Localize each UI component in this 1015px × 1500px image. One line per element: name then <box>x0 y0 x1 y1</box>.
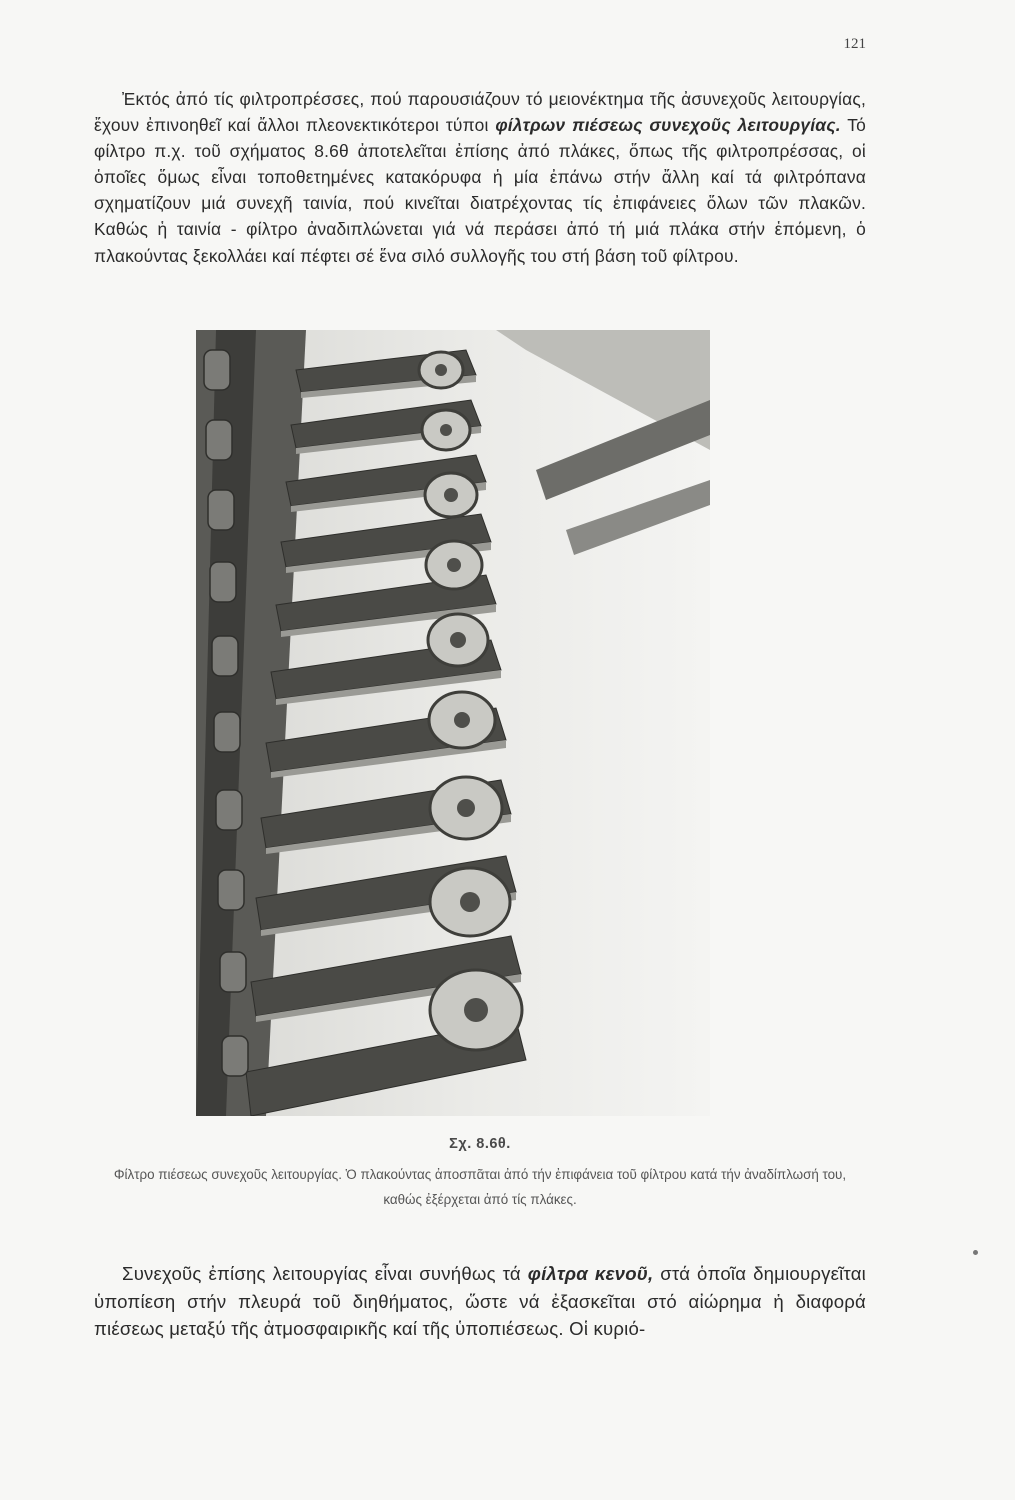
paragraph-2-emphasis: φίλτρα κενοῦ, <box>527 1263 654 1284</box>
page-number: 121 <box>843 36 866 52</box>
paragraph-1-text-start: Ἐκτός ἀπό τίς φιλτροπρέσσες, πού παρουσιάζουν τό μειονέκτημα τῆς ἀσυνεχοῦς λειτουργίας, ἔχουν ἐπινοηθεῖ καί ἄλλοι πλεονεκτικότεροι τύποι <box>94 89 866 136</box>
figure-photo <box>196 330 710 1116</box>
body-paragraph-2 <box>94 1260 866 1343</box>
figure-caption: Φίλτρο πιέσεως συνεχοῦς λειτουργίας. Ὁ πλακούντας ἀποσπᾶται ἀπό τήν ἐπιφάνεια τοῦ φίλτρου κατά τήν ἀναδίπλωσή του, καθώς ἐξέρχεται ἀπό τίς πλάκες. <box>113 1167 847 1207</box>
filter-photo-illustration <box>196 330 710 1116</box>
figure-label: Σχ. 8.6θ. <box>449 1136 511 1152</box>
paragraph-1-emphasis: φίλτρων πιέσεως συνεχοῦς λειτουργίας. <box>495 115 841 136</box>
paragraph-2-text-start: Συνεχοῦς ἐπίσης λειτουργίας εἶναι συνήθως τά <box>122 1263 528 1284</box>
paragraph-2-text-end: στά ὁποῖα δημιουργεῖται ὑποπίεση στήν πλευρά τοῦ διηθήματος, ὥστε νά ἐξασκεῖται στό αἰώρημα ἡ διαφορά πιέσεως μεταξύ τῆς ἀτμοσφαιρικῆς καί τῆς ὑποπιέσεως. Οἱ κυριό- <box>94 1263 866 1339</box>
paragraph-1-text-end: Τό φίλτρο π.χ. τοῦ σχήματος 8.6θ ἀποτελεῖται ἐπίσης ἀπό πλάκες, ὅπως τῆς φιλτροπρέσσας, οἱ ὁποῖες ὅμως εἶναι τοποθετημένες κατακόρυφα ἡ μία ἐπάνω στήν ἄλλη καί τά φιλτρόπανα σχηματίζουν μιά συνεχῆ ταινία, πού κινεῖται διατρέχοντας τίς ἐπιφάνειες ὅλων τῶν πλακῶν. Καθώς ἡ ταινία - φίλτρο ἀναδιπλώνεται γιά νά περάσει ἀπό τή μιά πλάκα στήν ἑπόμενη, ὁ πλακούντας ξεκολλάει καί πέφτει σέ ἕνα σιλό συλλογῆς του στή βάση τοῦ φίλτρου. <box>94 115 866 266</box>
stray-mark <box>973 1250 978 1255</box>
body-paragraph-1 <box>94 86 866 269</box>
